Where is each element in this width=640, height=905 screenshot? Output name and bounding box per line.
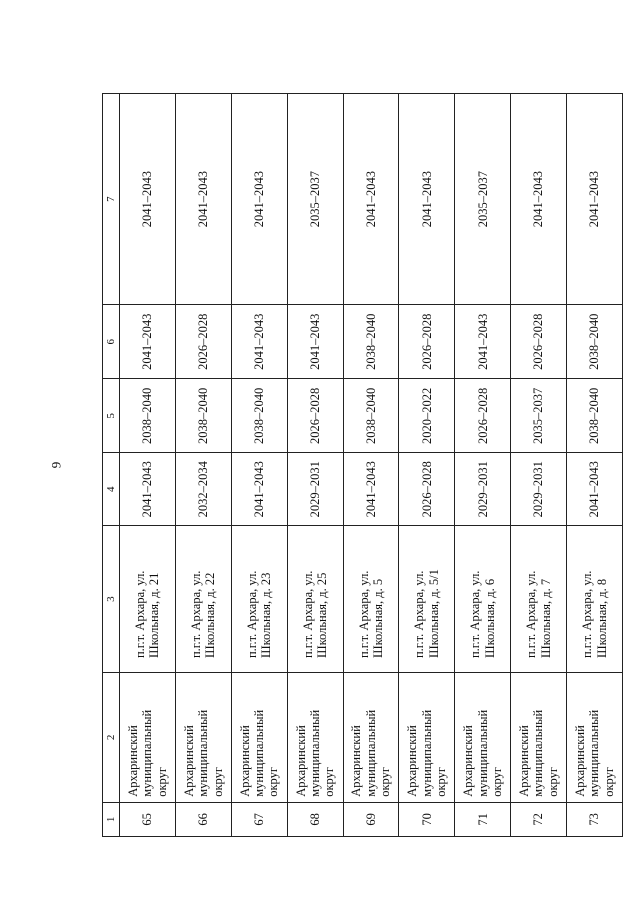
row-number: 69 [343, 802, 399, 836]
address-cell: п.г.т. Архара, ул. Школьная, д. 5 [343, 526, 399, 673]
address-cell: п.г.т. Архара, ул. Школьная, д. 21 [120, 526, 176, 673]
period-cell-col7: 2035–2037 [287, 94, 343, 305]
housing-schedule-table [102, 93, 623, 837]
period-cell-col5: 2026–2028 [455, 379, 511, 453]
period-cell-col4: 2026–2028 [399, 453, 455, 526]
district-cell: Архаринский муниципальный округ [567, 673, 623, 803]
column-number: 3 [103, 526, 120, 673]
address-cell: п.г.т. Архара, ул. Школьная, д. 25 [287, 526, 343, 673]
column-number: 6 [103, 305, 120, 379]
address-cell: п.г.т. Архара, ул. Школьная, д. 8 [567, 526, 623, 673]
row-number: 73 [567, 802, 623, 836]
table-row [287, 94, 343, 837]
period-cell-col5: 2020–2022 [399, 379, 455, 453]
period-cell-col4: 2041–2043 [120, 453, 176, 526]
period-cell-col4: 2029–2031 [511, 453, 567, 526]
district-cell: Архаринский муниципальный округ [511, 673, 567, 803]
period-cell-col6: 2041–2043 [231, 305, 287, 379]
column-number: 1 [103, 802, 120, 836]
period-cell-col4: 2029–2031 [287, 453, 343, 526]
row-number: 66 [175, 802, 231, 836]
column-number: 4 [103, 453, 120, 526]
column-number: 5 [103, 379, 120, 453]
table-row [175, 94, 231, 837]
period-cell-col7: 2041–2043 [567, 94, 623, 305]
row-number: 68 [287, 802, 343, 836]
table-row [343, 94, 399, 837]
period-cell-col6: 2038–2040 [567, 305, 623, 379]
row-number: 72 [511, 802, 567, 836]
district-cell: Архаринский муниципальный округ [399, 673, 455, 803]
period-cell-col7: 2041–2043 [399, 94, 455, 305]
column-number-row [103, 94, 120, 837]
table-row [231, 94, 287, 837]
period-cell-col5: 2038–2040 [120, 379, 176, 453]
column-number: 7 [103, 94, 120, 305]
district-cell: Архаринский муниципальный округ [287, 673, 343, 803]
period-cell-col4: 2032–2034 [175, 453, 231, 526]
period-cell-col4: 2041–2043 [231, 453, 287, 526]
district-cell: Архаринский муниципальный округ [455, 673, 511, 803]
address-cell: п.г.т. Архара, ул. Школьная, д. 7 [511, 526, 567, 673]
period-cell-col5: 2035–2037 [511, 379, 567, 453]
rotated-table-container [102, 93, 623, 837]
period-cell-col7: 2041–2043 [175, 94, 231, 305]
period-cell-col4: 2041–2043 [567, 453, 623, 526]
period-cell-col6: 2026–2028 [175, 305, 231, 379]
row-number: 67 [231, 802, 287, 836]
period-cell-col7: 2041–2043 [343, 94, 399, 305]
period-cell-col6: 2041–2043 [455, 305, 511, 379]
table-row [120, 94, 176, 837]
district-cell: Архаринский муниципальный округ [175, 673, 231, 803]
period-cell-col4: 2029–2031 [455, 453, 511, 526]
row-number: 65 [120, 802, 176, 836]
period-cell-col6: 2038–2040 [343, 305, 399, 379]
row-number: 71 [455, 802, 511, 836]
district-cell: Архаринский муниципальный округ [343, 673, 399, 803]
table-row [511, 94, 567, 837]
period-cell-col5: 2038–2040 [567, 379, 623, 453]
period-cell-col7: 2041–2043 [511, 94, 567, 305]
period-cell-col6: 2041–2043 [287, 305, 343, 379]
table-row [567, 94, 623, 837]
period-cell-col6: 2026–2028 [511, 305, 567, 379]
period-cell-col6: 2026–2028 [399, 305, 455, 379]
page-number: 9 [48, 461, 64, 469]
row-number: 70 [399, 802, 455, 836]
address-cell: п.г.т. Архара, ул. Школьная, д. 6 [455, 526, 511, 673]
period-cell-col5: 2038–2040 [343, 379, 399, 453]
period-cell-col7: 2035–2037 [455, 94, 511, 305]
table-row [455, 94, 511, 837]
period-cell-col7: 2041–2043 [120, 94, 176, 305]
address-cell: п.г.т. Архара, ул. Школьная, д. 23 [231, 526, 287, 673]
address-cell: п.г.т. Архара, ул. Школьная, д. 22 [175, 526, 231, 673]
period-cell-col5: 2038–2040 [175, 379, 231, 453]
district-cell: Архаринский муниципальный округ [231, 673, 287, 803]
column-number: 2 [103, 673, 120, 803]
district-cell: Архаринский муниципальный округ [120, 673, 176, 803]
period-cell-col5: 2026–2028 [287, 379, 343, 453]
period-cell-col4: 2041–2043 [343, 453, 399, 526]
table-row [399, 94, 455, 837]
period-cell-col5: 2038–2040 [231, 379, 287, 453]
address-cell: п.г.т. Архара, ул. Школьная, д. 5/1 [399, 526, 455, 673]
period-cell-col7: 2041–2043 [231, 94, 287, 305]
period-cell-col6: 2041–2043 [120, 305, 176, 379]
